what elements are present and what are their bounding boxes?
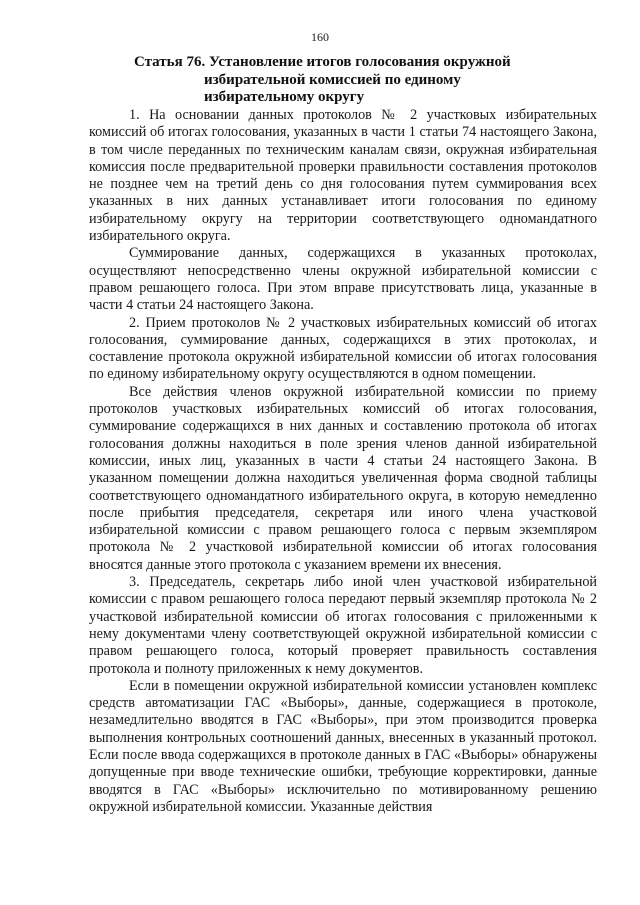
article-body [89,107,597,816]
paragraph: 3. Председатель, секретарь либо иной член участковой избирательной комиссии с правом решающего голоса передают первый экземпляр протокола № 2 участковой избирательной комиссии об итогах голосования с приложенными к нему документами члену соответствующей окружной избирательной комиссии с правом решающего голоса, который проверяет правильность составления протокола и полноту приложенных к нему документов. [89,574,597,677]
page-number: 160 [311,30,329,44]
paragraph: Суммирование данных, содержащихся в указанных протоколах, осуществляют непосредственно члены окружной избирательной комиссии с правом решающего голоса. При этом вправе присутствовать лица, указанные в части 4 статьи 24 настоящего Закона. [89,245,597,314]
paragraph: Все действия членов окружной избирательной комиссии по приему протоколов участковых избирательных комиссий об итогах голосования, суммирование содержащихся в них данных и составлению протокола об итогах голосования должны находиться в поле зрения членов данной избирательной комиссии, иных лиц, указанных в части 4 статьи 24 настоящего Закона. В указанном помещении должна находиться увеличенная форма сводной таблицы соответствующего одномандатного избирательного округа, в которую немедленно после прибытия председателя, секретаря или иного члена участковой избирательной комиссии с правом решающего голоса с первым экземпляром протокола № 2 участковой избирательной комиссии об итогах голосования вносятся данные этого протокола с указанием времени их внесения. [89,383,597,573]
article-heading-line: избирательному округу [204,89,365,105]
article-heading [134,54,594,107]
paragraph: 2. Прием протоколов № 2 участковых избирательных комиссий об итогах голосования, суммирование данных, содержащихся в этих протоколах, и составление протокола окружной избирательной комиссии об итогах голосования по единому избирательному округу осуществляются в одном помещении. [89,314,597,383]
article-heading-line: избирательной комиссией по единому [204,71,461,88]
article-heading-line: Статья 76. Установление итогов голосования окружной [134,54,511,70]
paragraph: 1. На основании данных протоколов № 2 участковых избирательных комиссий об итогах голосования, указанных в части 1 статьи 74 настоящего Закона, в том числе переданных по техническим каналам связи, окружная избирательная комиссия после предварительной проверки правильности составления протоколов не позднее чем на третий день со дня голосования путем суммирования всех указанных в них данных устанавливает итоги голосования по единому избирательному округу на территории соответствующего одномандатного избирательного округа. [89,107,597,245]
paragraph: Если в помещении окружной избирательной комиссии установлен комплекс средств автоматизации ГАС «Выборы», данные, содержащиеся в протоколе, незамедлительно вводятся в ГАС «Выборы», при этом производится проверка выполнения контрольных соотношений данных, внесенных в указанный протокол. Если после ввода содержащихся в протоколе данных в ГАС «Выборы» обнаружены допущенные при вводе технические ошибки, требующие корректировки, данные вводятся в ГАС «Выборы» исключительно по мотивированному решению окружной избирательной комиссии. Указанные действия [89,677,597,815]
